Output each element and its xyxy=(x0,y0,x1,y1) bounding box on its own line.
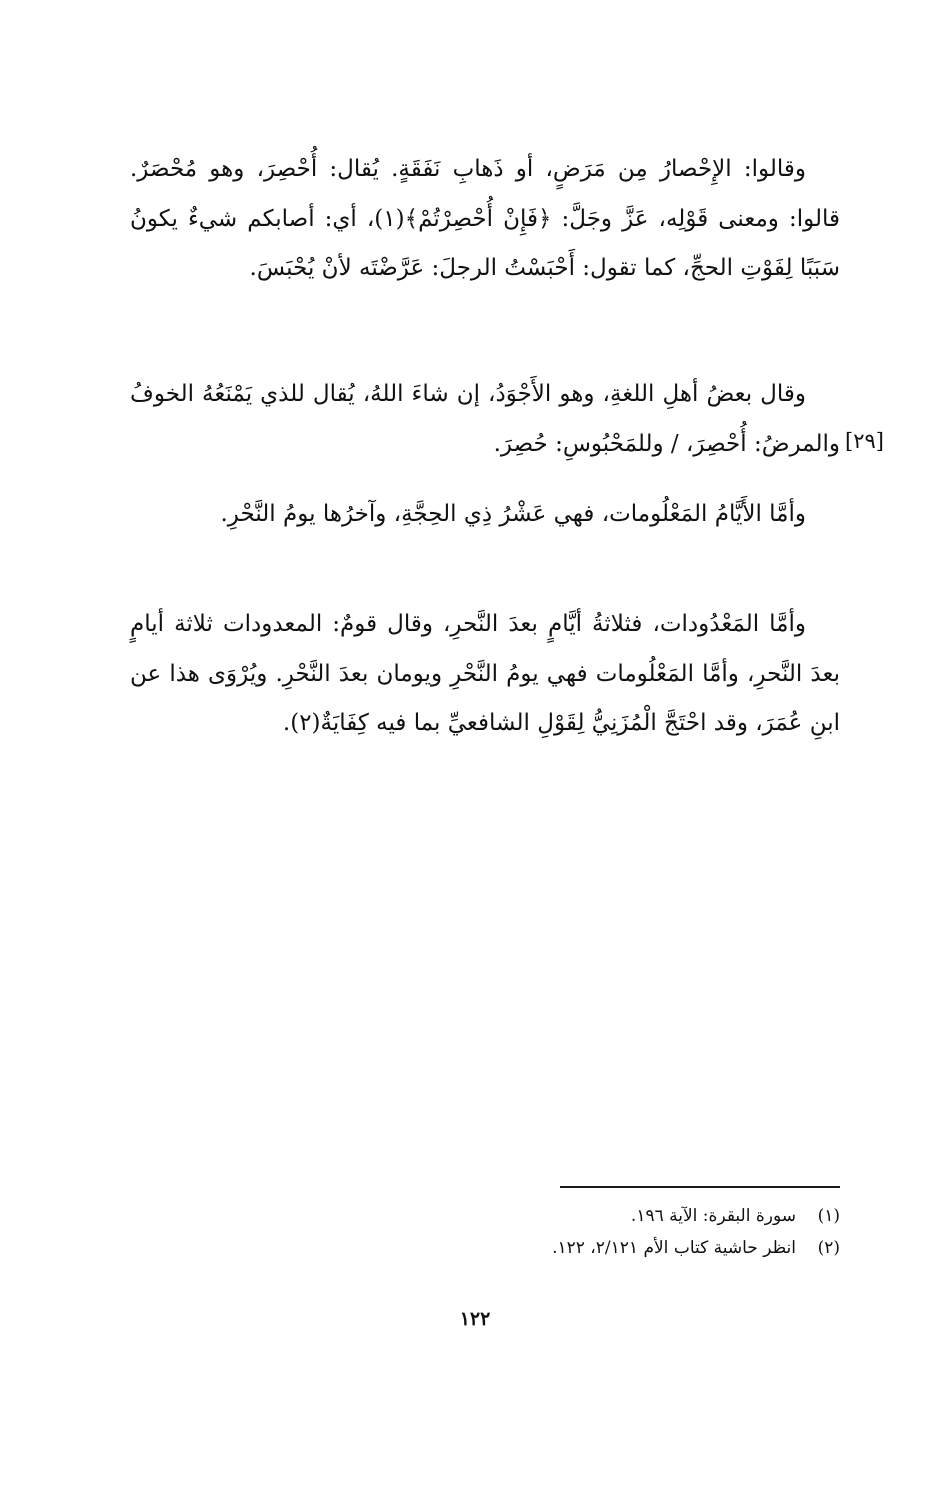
paragraph-counted-days: وأمَّا المَعْدُودات، فثلاثةُ أيَّامٍ بعدَ النَّحرِ، وقال قومٌ: المعدودات ثلاثة أيامٍ بعدَ النَّحرِ، وأمَّا المَعْلُومات فهي يومُ النَّحْرِ ويومان بعدَ النَّحْرِ. ويُرْوَى هذا عن ابنِ عُمَرَ، وقد احْتَجَّ الْمُزَنِيُّ لِقَوْلِ الشافعيِّ بما فيه كِفَايَةٌ(٢). xyxy=(130,611,840,736)
footnote-divider xyxy=(560,1186,840,1188)
paragraph-known-days: وأمَّا الأَيَّامُ المَعْلُومات، فهي عَشْرُ ذِي الحِجَّةِ، وآخرُها يومُ النَّحْرِ. xyxy=(220,501,806,527)
footnote-text: سورة البقرة: الآية ١٩٦. xyxy=(630,1206,796,1226)
footnote-number: (١) xyxy=(817,1206,840,1226)
footnote-text: انظر حاشية كتاب الأم ٢/١٢١، ١٢٢. xyxy=(552,1238,796,1258)
footnote-2 xyxy=(430,1232,840,1264)
paragraph-linguists-opinion: وقال بعضُ أهلِ اللغةِ، وهو الأَجْوَدُ، إن شاءَ اللهُ، يُقال للذي يَمْنَعُهُ الخوفُ والمرضُ: أُحْصِرَ، / وللمَحْبُوسِ: حُصِرَ. xyxy=(130,381,840,457)
margin-reference-number: [٢٩] xyxy=(845,429,884,453)
paragraph-ihsar-definition: وقالوا: الإِحْصارُ مِن مَرَضٍ، أو ذَهابِ نَفَقَةٍ. يُقال: أُحْصِرَ، وهو مُحْصَرٌ. قالوا: ومعنى قَوْلِه، عَزَّ وجَلَّ: ﴿فَإِنْ أُحْصِرْتُمْ﴾(١)، أي: أصابكم شيءٌ يكونُ سَبَبًا لِفَوْتِ الحجِّ، كما تقول: أَحْبَسْتُ الرجلَ: عَرَّضْتَه لأنْ يُحْبَسَ. xyxy=(130,156,840,281)
footnotes-section xyxy=(430,1200,840,1264)
footnote-1 xyxy=(430,1200,840,1232)
page-number: ١٢٢ xyxy=(459,1308,491,1330)
footnote-number: (٢) xyxy=(817,1238,840,1258)
